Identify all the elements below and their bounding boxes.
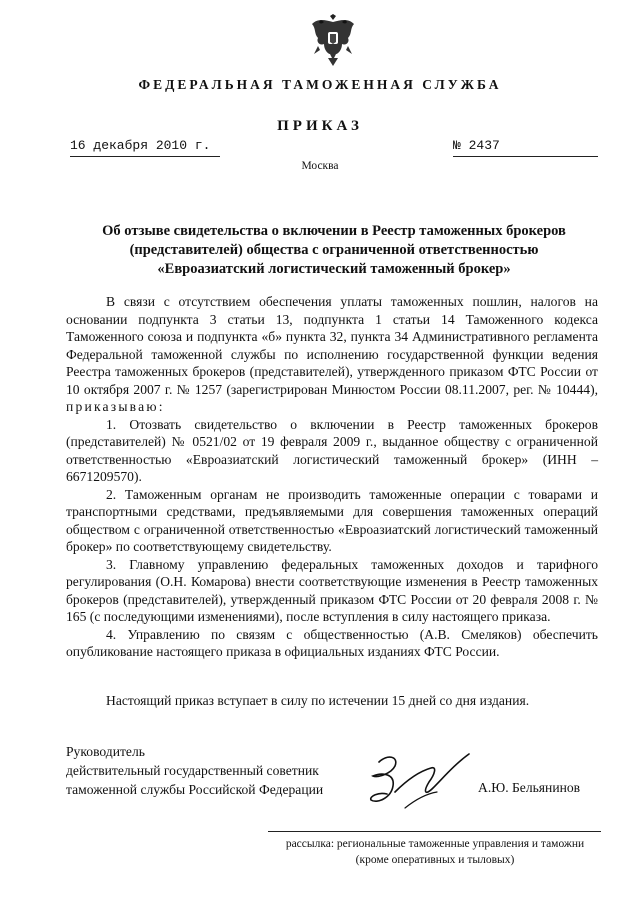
order-body [66,293,598,661]
title-line-3: «Евроазиатский логистический таможенный брокер» [157,261,511,277]
signer-name: А.Ю. Бельянинов [478,780,581,795]
order-heading: ПРИКАЗ [277,118,363,134]
preamble-text: В связи с отсутствием обеспечения уплаты таможенных пошлин, налогов на основании подпункта 3 статьи 13, подпункта 1 статьи 14 Таможенного кодекса Таможенного союза и подпункта «б» пункта 32, пункта 34 Административного регламента Федеральной таможенной службы по исполнению государственной функции ведения Реестра таможенных брокеров (представителей), утвержденного приказом ФТС России от 10 октября 2007 г. № 1257 (зарегистрирован Минюстом России 08.11.2007, рег. № 10444), [66,294,598,397]
title-line-1: Об отзыве свидетельства о включении в Реестр таможенных брокеров [102,223,566,239]
signer-position-line-2: действительный государственный советник [66,763,319,778]
signer-position-line-3: таможенной службы Российской Федерации [66,782,324,797]
title-line-2: (представителей) общества с ограниченной ответственностью [129,242,539,258]
order-item-1: 1. Отозвать свидетельство о включении в Реестр таможенных брокеров (представителей) № 0521/02 от 19 февраля 2009 г., выданное обществу с ограниченной ответственностью «Евроазиатский логистический таможенный брокер» (ИНН – 6671209570). [66,416,598,484]
preamble-paragraph [66,293,598,416]
order-item-2: 2. Таможенным органам не производить таможенные операции с товарами и транспортными средствами, предъявляемыми для совершения таможенных операций обществом с ограниченной ответственностью «Евроазиатский логистический таможенный брокер» по соответствующему свидетельству. [66,486,598,554]
order-word: приказываю: [66,399,165,414]
distribution-line-1: рассылка: региональные таможенные управления и таможни [285,838,585,850]
agency-name: ФЕДЕРАЛЬНАЯ ТАМОЖЕННАЯ СЛУЖБА [138,77,502,92]
effective-date-statement: Настоящий приказ вступает в силу по истечении 15 дней со дня издания. [106,693,530,708]
order-city: Москва [301,160,339,172]
order-number: № 2437 [453,138,598,157]
distribution-list [262,836,608,868]
coat-of-arms-emblem [310,14,356,66]
order-date: 16 декабря 2010 г. [70,138,220,157]
order-item-3: 3. Главному управлению федеральных таможенных доходов и тарифного регулирования (О.Н. Комарова) внести соответствующие изменения в Реестр таможенных брокеров (представителей), утвержденный приказом ФТС России от 20 февраля 2008 г. № 165 (с последующими изменениями), после вступления в силу настоящего приказа. [66,556,598,624]
signer-position-line-1: Руководитель [66,744,145,759]
signer-position [66,742,323,799]
handwritten-signature [365,748,475,820]
distribution-divider [268,831,601,832]
distribution-line-2: (кроме оперативных и тыловых) [355,854,515,866]
order-item-4: 4. Управлению по связям с общественностью (А.В. Смеляков) обеспечить опубликование настоящего приказа в официальных изданиях ФТС России. [66,626,598,659]
document-title [60,222,608,279]
